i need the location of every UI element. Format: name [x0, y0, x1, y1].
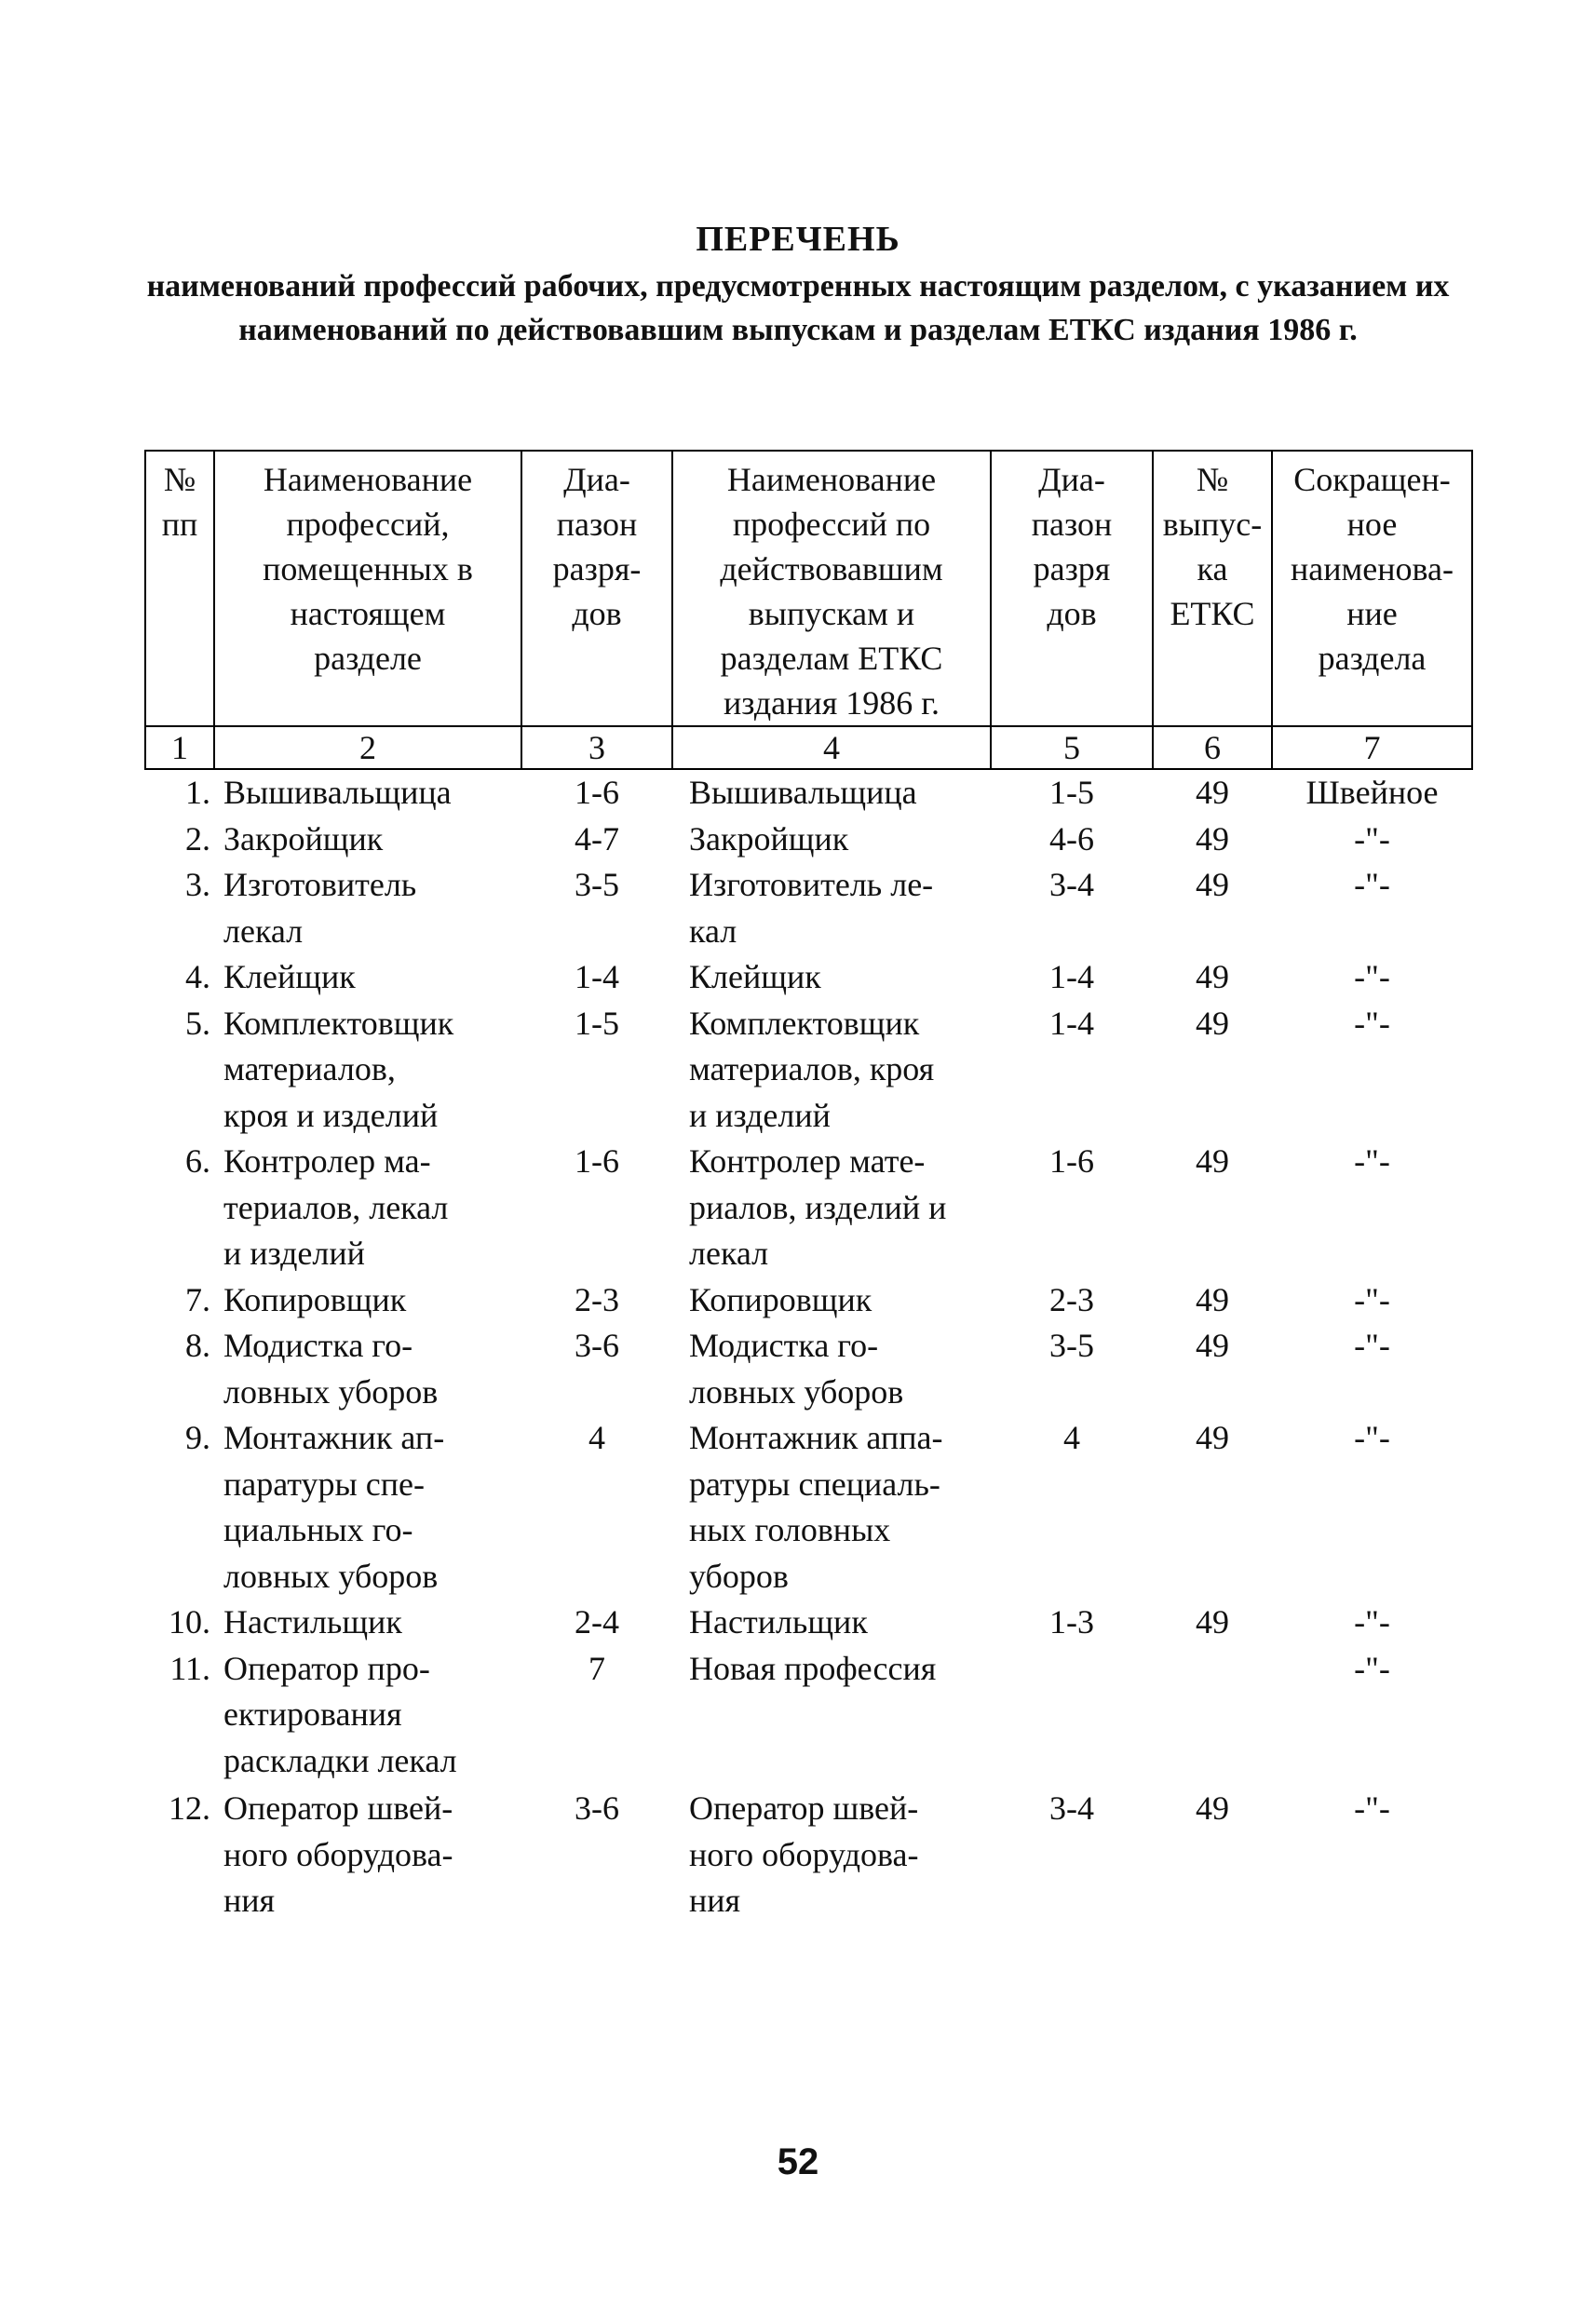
page-number: 52 — [777, 2141, 819, 2182]
etks-issue: 49 — [1196, 1280, 1229, 1318]
grade-range: 1-5 — [575, 1004, 619, 1042]
section-short-name: -"- — [1354, 1419, 1390, 1456]
grade-range: 3-5 — [575, 866, 619, 903]
profession-name: Контролер ма- териалов, лекал и изделий — [223, 1142, 449, 1272]
etks-issue: 49 — [1196, 1142, 1229, 1180]
row-number: 11. — [169, 1649, 210, 1687]
column-number: 5 — [991, 726, 1153, 769]
table-row — [145, 1784, 1472, 1924]
grade-range: 4 — [588, 1419, 605, 1456]
table-row — [145, 862, 1472, 954]
row-number: 3. — [185, 866, 210, 903]
grade-range: 2-3 — [575, 1280, 619, 1318]
old-grade-range: 1-5 — [1049, 774, 1094, 811]
etks-issue: 49 — [1196, 1419, 1229, 1456]
old-profession-name: Закройщик — [689, 819, 849, 857]
old-grade-range: 1-4 — [1049, 1004, 1094, 1042]
grade-range: 1-6 — [575, 1142, 619, 1180]
column-number: 7 — [1272, 726, 1472, 769]
grade-range: 1-4 — [575, 958, 619, 995]
header-old-grade-range: Диа- пазон разря дов — [991, 451, 1153, 726]
profession-name: Изготовитель лекал — [223, 866, 417, 950]
etks-issue: 49 — [1196, 1004, 1229, 1042]
table-row — [145, 1646, 1472, 1785]
row-number: 4. — [185, 958, 210, 995]
profession-name: Настильщик — [223, 1603, 402, 1641]
table-header — [145, 451, 1472, 769]
old-profession-name: Комплектовщик материалов, кроя и изделий — [689, 1004, 935, 1134]
old-grade-range: 3-4 — [1049, 866, 1094, 903]
old-profession-name: Оператор швей- ного оборудова- ния — [689, 1789, 919, 1919]
grade-range: 3-6 — [575, 1327, 619, 1364]
row-number: 10. — [169, 1603, 210, 1641]
profession-name: Вышивальщица — [223, 774, 452, 811]
old-profession-name: Модистка го- ловных уборов — [689, 1327, 904, 1411]
section-short-name: -"- — [1354, 958, 1390, 995]
section-short-name: -"- — [1354, 819, 1390, 857]
old-profession-name: Монтажник аппа- ратуры специаль- ных головных уборов — [689, 1419, 943, 1595]
row-number: 9. — [185, 1419, 210, 1456]
section-short-name: -"- — [1354, 866, 1390, 903]
row-number: 2. — [185, 819, 210, 857]
header-section-short-name: Сокращен- ное наименова- ние раздела — [1272, 451, 1472, 726]
section-short-name: -"- — [1354, 1142, 1390, 1180]
table-row — [145, 1415, 1472, 1600]
column-number: 6 — [1153, 726, 1272, 769]
row-number: 7. — [185, 1280, 210, 1318]
table-row — [145, 954, 1472, 1001]
table-row — [145, 1600, 1472, 1646]
old-grade-range: 4-6 — [1049, 819, 1094, 857]
row-number: 8. — [185, 1327, 210, 1364]
profession-name: Клейщик — [223, 958, 356, 995]
old-profession-name: Клейщик — [689, 958, 821, 995]
etks-issue: 49 — [1196, 1789, 1229, 1827]
row-number: 5. — [185, 1004, 210, 1042]
row-number: 6. — [185, 1142, 210, 1180]
etks-issue: 49 — [1196, 866, 1229, 903]
row-number: 12. — [169, 1789, 210, 1827]
old-profession-name: Изготовитель ле- кал — [689, 866, 934, 950]
profession-name: Закройщик — [223, 819, 384, 857]
old-grade-range: 3-5 — [1049, 1327, 1094, 1364]
document-title: ПЕРЕЧЕНЬ — [696, 220, 900, 259]
table-row — [145, 769, 1472, 817]
table-row — [145, 1323, 1472, 1415]
old-grade-range: 1-6 — [1049, 1142, 1094, 1180]
table-row — [145, 1139, 1472, 1277]
row-number: 1. — [185, 774, 210, 811]
profession-name: Монтажник ап- паратуры спе- циальных го- ловных уборов — [223, 1419, 445, 1595]
table-row — [145, 1001, 1472, 1140]
etks-issue: 49 — [1196, 819, 1229, 857]
etks-issue: 49 — [1196, 1603, 1229, 1641]
section-short-name: -"- — [1354, 1280, 1390, 1318]
old-profession-name: Новая профессия — [689, 1649, 937, 1687]
grade-range: 1-6 — [575, 774, 619, 811]
old-profession-name: Контролер мате- риалов, изделий и лекал — [689, 1142, 947, 1272]
grade-range: 3-6 — [575, 1789, 619, 1827]
old-grade-range: 1-4 — [1049, 958, 1094, 995]
etks-issue — [1153, 1646, 1272, 1785]
section-short-name: -"- — [1354, 1004, 1390, 1042]
document-heading — [140, 216, 1456, 352]
header-profession-name: Наименование профессий, помещенных в настоящем разделе — [214, 451, 521, 726]
table-row — [145, 1277, 1472, 1324]
table-body — [145, 769, 1472, 1924]
profession-name: Модистка го- ловных уборов — [223, 1327, 439, 1411]
header-row — [145, 451, 1472, 726]
old-profession-name: Вышивальщица — [689, 774, 917, 811]
section-short-name: -"- — [1354, 1327, 1390, 1364]
table-row — [145, 817, 1472, 863]
old-grade-range: 1-3 — [1049, 1603, 1094, 1641]
etks-issue: 49 — [1196, 958, 1229, 995]
profession-name: Копировщик — [223, 1280, 407, 1318]
column-numbers-row — [145, 726, 1472, 769]
grade-range: 4-7 — [575, 819, 619, 857]
profession-name: Оператор про- ектирования раскладки лекал — [223, 1649, 457, 1779]
profession-name: Оператор швей- ного оборудова- ния — [223, 1789, 453, 1919]
grade-range: 7 — [588, 1649, 605, 1687]
profession-name: Комплектовщик материалов, кроя и изделий — [223, 1004, 454, 1134]
header-etks-issue: № выпус- ка ЕТКС — [1153, 451, 1272, 726]
section-short-name: Швейное — [1305, 774, 1439, 811]
column-number: 1 — [145, 726, 214, 769]
header-old-profession-name: Наименование профессий по действовавшим выпускам и разделам ЕТКС издания 1986 г. — [672, 451, 991, 726]
section-short-name: -"- — [1354, 1649, 1390, 1687]
old-grade-range: 3-4 — [1049, 1789, 1094, 1827]
section-short-name: -"- — [1354, 1603, 1390, 1641]
column-number: 4 — [672, 726, 991, 769]
header-number: № пп — [145, 451, 214, 726]
header-grade-range: Диа- пазон разря- дов — [521, 451, 672, 726]
professions-table — [144, 450, 1473, 1924]
column-number: 2 — [214, 726, 521, 769]
document-subtitle: наименований профессий рабочих, предусмотренных настоящим разделом, с указанием их наименований по действовавшим выпускам и разделам ЕТКС издания 1986 г. — [146, 269, 1450, 347]
old-grade-range: 4 — [1063, 1419, 1080, 1456]
grade-range: 2-4 — [575, 1603, 619, 1641]
old-profession-name: Копировщик — [689, 1280, 872, 1318]
section-short-name: -"- — [1354, 1789, 1390, 1827]
etks-issue: 49 — [1196, 1327, 1229, 1364]
etks-issue: 49 — [1196, 774, 1229, 811]
column-number: 3 — [521, 726, 672, 769]
old-grade-range — [991, 1646, 1153, 1785]
old-grade-range: 2-3 — [1049, 1280, 1094, 1318]
old-profession-name: Настильщик — [689, 1603, 868, 1641]
